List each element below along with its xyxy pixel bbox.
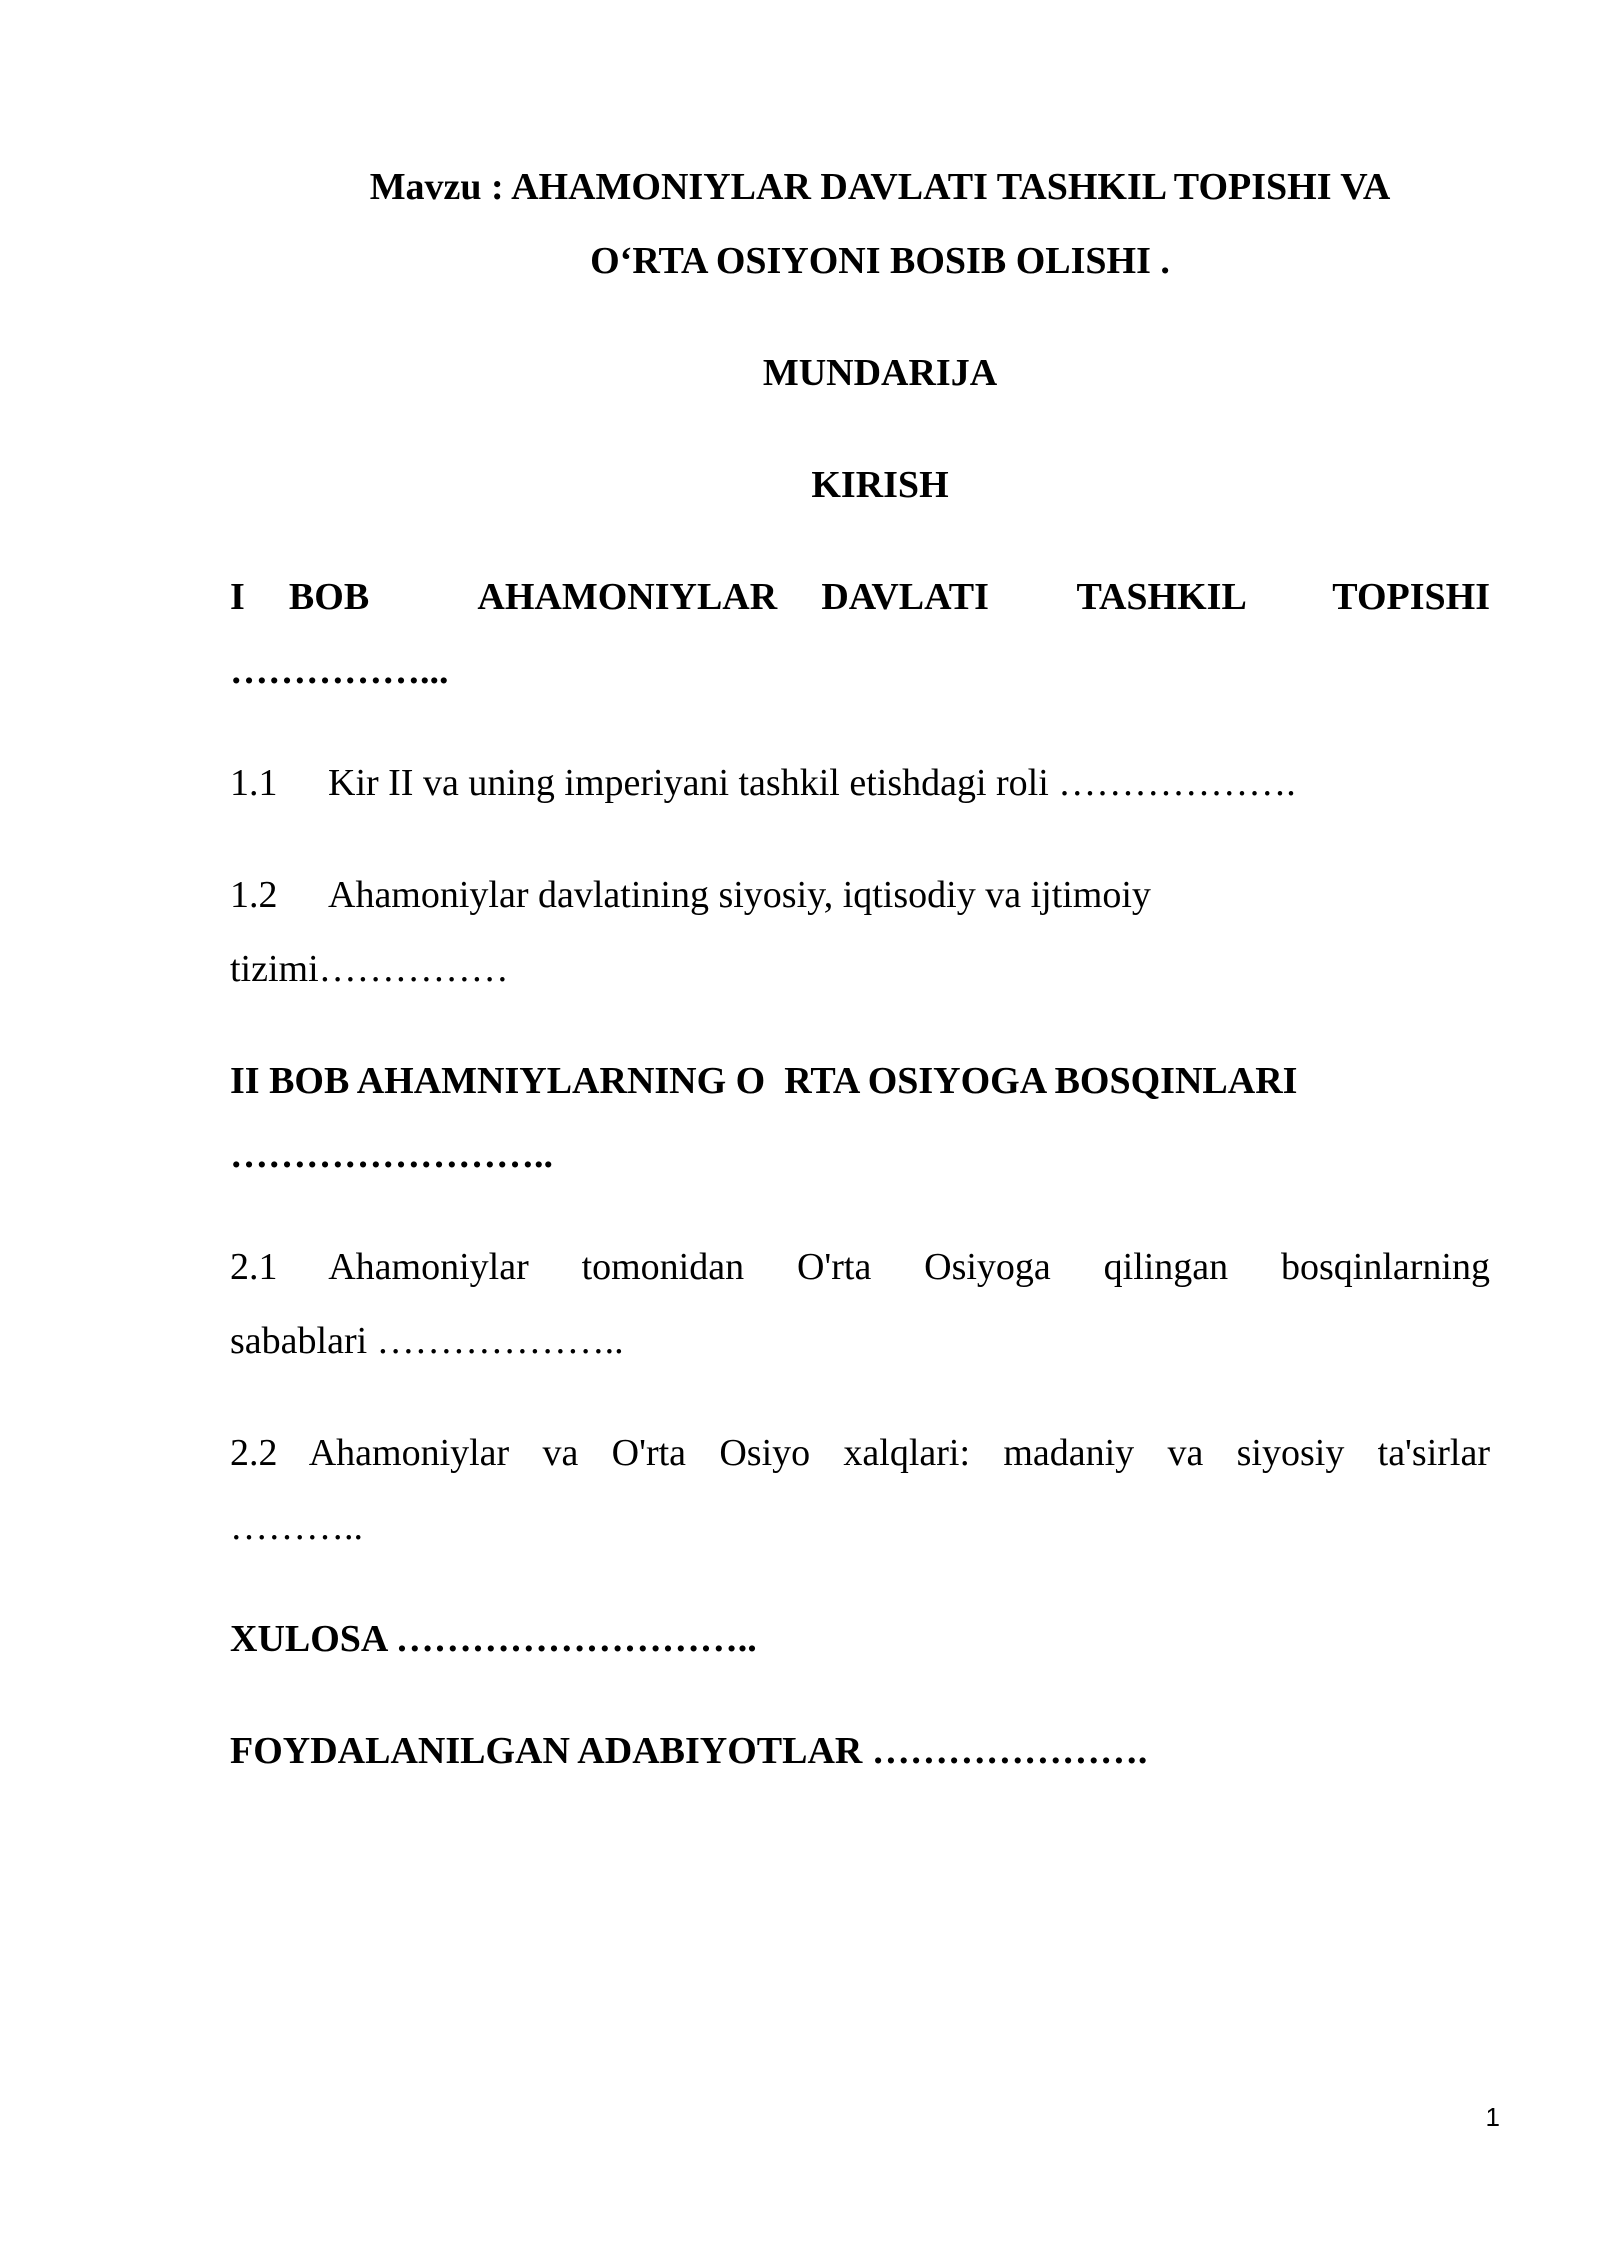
toc-item-2-1-text-cont: sabablari ………………..	[230, 1320, 624, 1362]
toc-item-2-2	[230, 1416, 1490, 1564]
title-line-1: Mavzu : AHAMONIYLAR DAVLATI TASHKIL TOPISHI VA	[369, 166, 1391, 208]
intro-heading: KIRISH	[811, 464, 949, 506]
toc-item-2-1	[230, 1230, 1490, 1378]
toc-item-1-2-number: 1.2	[230, 874, 278, 916]
document-content	[230, 150, 1490, 1788]
toc-conclusion: XULOSA ………………………..	[230, 1618, 757, 1660]
toc-item-2-2-text-cont: ………..	[230, 1506, 363, 1548]
toc-chapter-1-leader: ……………...	[230, 650, 449, 692]
toc-item-1-2-text: Ahamoniylar davlatining siyosiy, iqtisodiy va ijtimoiy	[328, 874, 1151, 916]
toc-item-2-1-text: 2.1 Ahamoniylar tomonidan O'rta Osiyoga qilingan bosqinlarning	[230, 1246, 1490, 1288]
toc-item-1-1	[230, 746, 1490, 820]
toc-chapter-2-title: II BOB AHAMNIYLARNING O RTA OSIYOGA BOSQINLARI	[230, 1060, 1298, 1102]
toc-chapter-1-title: I BOB AHAMONIYLAR DAVLATI TASHKIL TOPISHI	[230, 576, 1490, 618]
toc-item-1-2	[230, 858, 1490, 1006]
title-line-2: O‘RTA OSIYONI BOSIB OLISHI .	[590, 240, 1170, 282]
toc-chapter-1	[230, 560, 1490, 708]
toc-item-1-2-text-cont: tizimi……………	[230, 948, 509, 990]
contents-heading: MUNDARIJA	[762, 352, 998, 394]
toc-item-1-1-text: Kir II va uning imperiyani tashkil etishdagi roli ……………….	[328, 762, 1296, 804]
toc-item-1-1-number: 1.1	[230, 762, 278, 804]
toc-chapter-2	[230, 1044, 1490, 1192]
page-number: 1	[1485, 2102, 1500, 2132]
document-title	[230, 150, 1490, 298]
toc-references: FOYDALANILGAN ADABIYOTLAR ………………….	[230, 1730, 1148, 1772]
toc-item-2-2-text: 2.2 Ahamoniylar va O'rta Osiyo xalqlari: madaniy va siyosiy ta'sirlar	[230, 1432, 1490, 1474]
toc-chapter-2-leader: ……………………..	[230, 1134, 553, 1176]
